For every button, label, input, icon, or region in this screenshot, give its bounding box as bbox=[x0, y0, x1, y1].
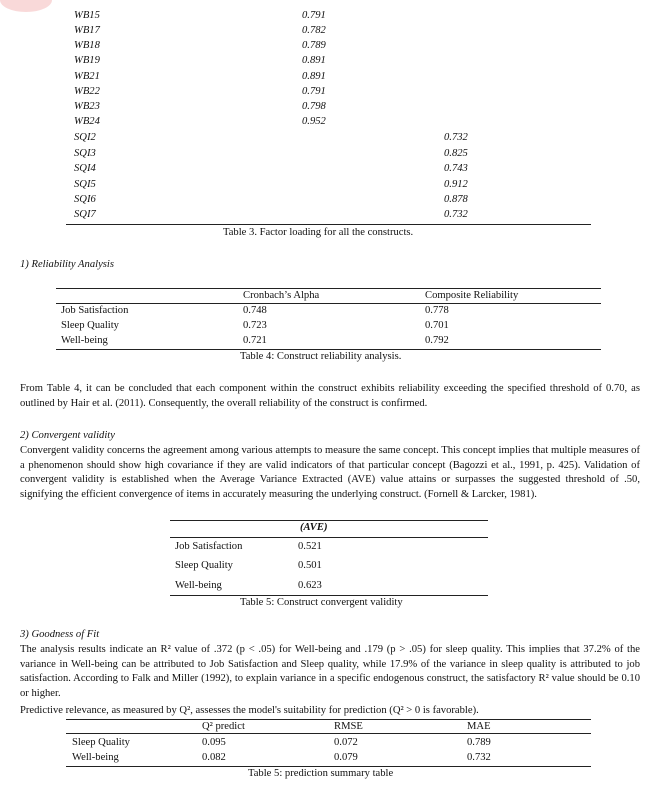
table3-item: WB22 bbox=[74, 86, 100, 97]
table4-row-label: Sleep Quality bbox=[61, 320, 119, 331]
table4-header-rule bbox=[56, 303, 601, 304]
table5-header-ave: (AVE) bbox=[300, 522, 328, 533]
table6-header-mae: MAE bbox=[467, 721, 491, 732]
table3-sq-value: 0.825 bbox=[444, 148, 468, 159]
table6-q2: 0.095 bbox=[202, 737, 226, 748]
table6-caption: Table 5: prediction summary table bbox=[248, 768, 394, 779]
table4-header-alpha: Cronbach’s Alpha bbox=[243, 290, 320, 301]
table5-row-label: Job Satisfaction bbox=[175, 541, 243, 552]
section-1-heading: 1) Reliability Analysis bbox=[20, 259, 114, 270]
table3-item: WB19 bbox=[74, 55, 100, 66]
table5-header-rule bbox=[170, 537, 488, 538]
table3-wb-value: 0.891 bbox=[302, 71, 326, 82]
table4-caption: Table 4: Construct reliability analysis. bbox=[240, 351, 402, 362]
table5-caption: Table 5: Construct convergent validity bbox=[240, 597, 403, 608]
table5-ave: 0.623 bbox=[298, 580, 322, 591]
table4-row-label: Job Satisfaction bbox=[61, 305, 129, 316]
table3-wb-value: 0.782 bbox=[302, 25, 326, 36]
table3-item: SQI2 bbox=[74, 132, 96, 143]
table3-wb-value: 0.791 bbox=[302, 10, 326, 21]
section-2-heading: 2) Convergent validity bbox=[20, 430, 115, 441]
table3-wb-value: 0.791 bbox=[302, 86, 326, 97]
table3-item: WB24 bbox=[74, 116, 100, 127]
table3-item: SQI7 bbox=[74, 209, 96, 220]
table4-cr: 0.701 bbox=[425, 320, 449, 331]
table5-row-label: Well-being bbox=[175, 580, 222, 591]
table5-ave: 0.501 bbox=[298, 560, 322, 571]
table6-header-q2: Q² predict bbox=[202, 721, 245, 732]
table5-ave: 0.521 bbox=[298, 541, 322, 552]
table3-item: WB18 bbox=[74, 40, 100, 51]
table6-header-rmse: RMSE bbox=[334, 721, 363, 732]
table3-wb-value: 0.798 bbox=[302, 101, 326, 112]
table3-item: WB21 bbox=[74, 71, 100, 82]
reliability-paragraph: From Table 4, it can be concluded that each component within the construct exhibits reliability exceeding the specified threshold of 0.70, as outlined by Hair et al. (2011). Consequently, the overall reliability of the construct is confirmed. bbox=[20, 383, 640, 409]
table6-mae: 0.789 bbox=[467, 737, 491, 748]
table3-sq-value: 0.743 bbox=[444, 163, 468, 174]
table4-top-rule bbox=[56, 288, 601, 289]
table4-alpha: 0.721 bbox=[243, 335, 267, 346]
section-3-heading: 3) Goodness of Fit bbox=[20, 629, 100, 640]
corner-decoration bbox=[0, 0, 52, 12]
table4-row-label: Well-being bbox=[61, 335, 108, 346]
table3-item: WB15 bbox=[74, 10, 100, 21]
table3-wb-value: 0.891 bbox=[302, 55, 326, 66]
table4-alpha: 0.748 bbox=[243, 305, 267, 316]
table6-row-label: Sleep Quality bbox=[72, 737, 130, 748]
table6-q2: 0.082 bbox=[202, 752, 226, 763]
goodness-of-fit-paragraph: The analysis results indicate an R² value of .372 (p < .05) for Well-being and .179 (p > .05) for sleep quality. This implies that 37.2% of the variance in Well-being can be attributed to Job Satisfaction and Sleep quality, while 17.9% of the variance in sleep quality is attributed to job satisfaction. According to Falk and Miller (1992), to explain variance in a specific endogenous construct, the satisfactory R² value should be 0.10 or higher. bbox=[20, 644, 640, 699]
table5-top-rule bbox=[170, 520, 488, 521]
table3-item: WB23 bbox=[74, 101, 100, 112]
table3-sq-value: 0.732 bbox=[444, 132, 468, 143]
table4-header-cr: Composite Reliability bbox=[425, 290, 519, 301]
table6-header-rule bbox=[66, 733, 591, 734]
table3-bottom-rule bbox=[66, 224, 591, 225]
table5-row-label: Sleep Quality bbox=[175, 560, 233, 571]
table3-caption: Table 3. Factor loading for all the constructs. bbox=[223, 227, 414, 238]
table4-alpha: 0.723 bbox=[243, 320, 267, 331]
table3-wb-value: 0.789 bbox=[302, 40, 326, 51]
table3-item: SQI4 bbox=[74, 163, 96, 174]
table3-item: WB17 bbox=[74, 25, 100, 36]
table3-item: SQI5 bbox=[74, 179, 96, 190]
table6-row-label: Well-being bbox=[72, 752, 119, 763]
table3-item: SQI3 bbox=[74, 148, 96, 159]
table6-rmse: 0.079 bbox=[334, 752, 358, 763]
table4-cr: 0.792 bbox=[425, 335, 449, 346]
table3-sq-value: 0.912 bbox=[444, 179, 468, 190]
table3-wb-value: 0.952 bbox=[302, 116, 326, 127]
table4-cr: 0.778 bbox=[425, 305, 449, 316]
table6-top-rule bbox=[66, 719, 591, 720]
table6-rmse: 0.072 bbox=[334, 737, 358, 748]
table3-sq-value: 0.732 bbox=[444, 209, 468, 220]
predictive-relevance-line: Predictive relevance, as measured by Q², assesses the model's suitability for prediction (Q² > 0 is favorable). bbox=[20, 705, 479, 716]
convergent-validity-paragraph: Convergent validity concerns the agreement among various attempts to measure the same concept. This concept implies that multiple measures of a phenomenon should show high covariance if they are valid indicators of that particular concept (Bagozzi et al., 1991, p. 425). Validation of convergent validity is established when the Average Variance Extracted (AVE) value attains or surpasses the suggested threshold of .50, signifying the efficient convergence of items in accurately measuring the underlying construct. (Fornell & Larcker, 1981). bbox=[20, 445, 640, 500]
table6-mae: 0.732 bbox=[467, 752, 491, 763]
table3-item: SQI6 bbox=[74, 194, 96, 205]
table3-sq-value: 0.878 bbox=[444, 194, 468, 205]
